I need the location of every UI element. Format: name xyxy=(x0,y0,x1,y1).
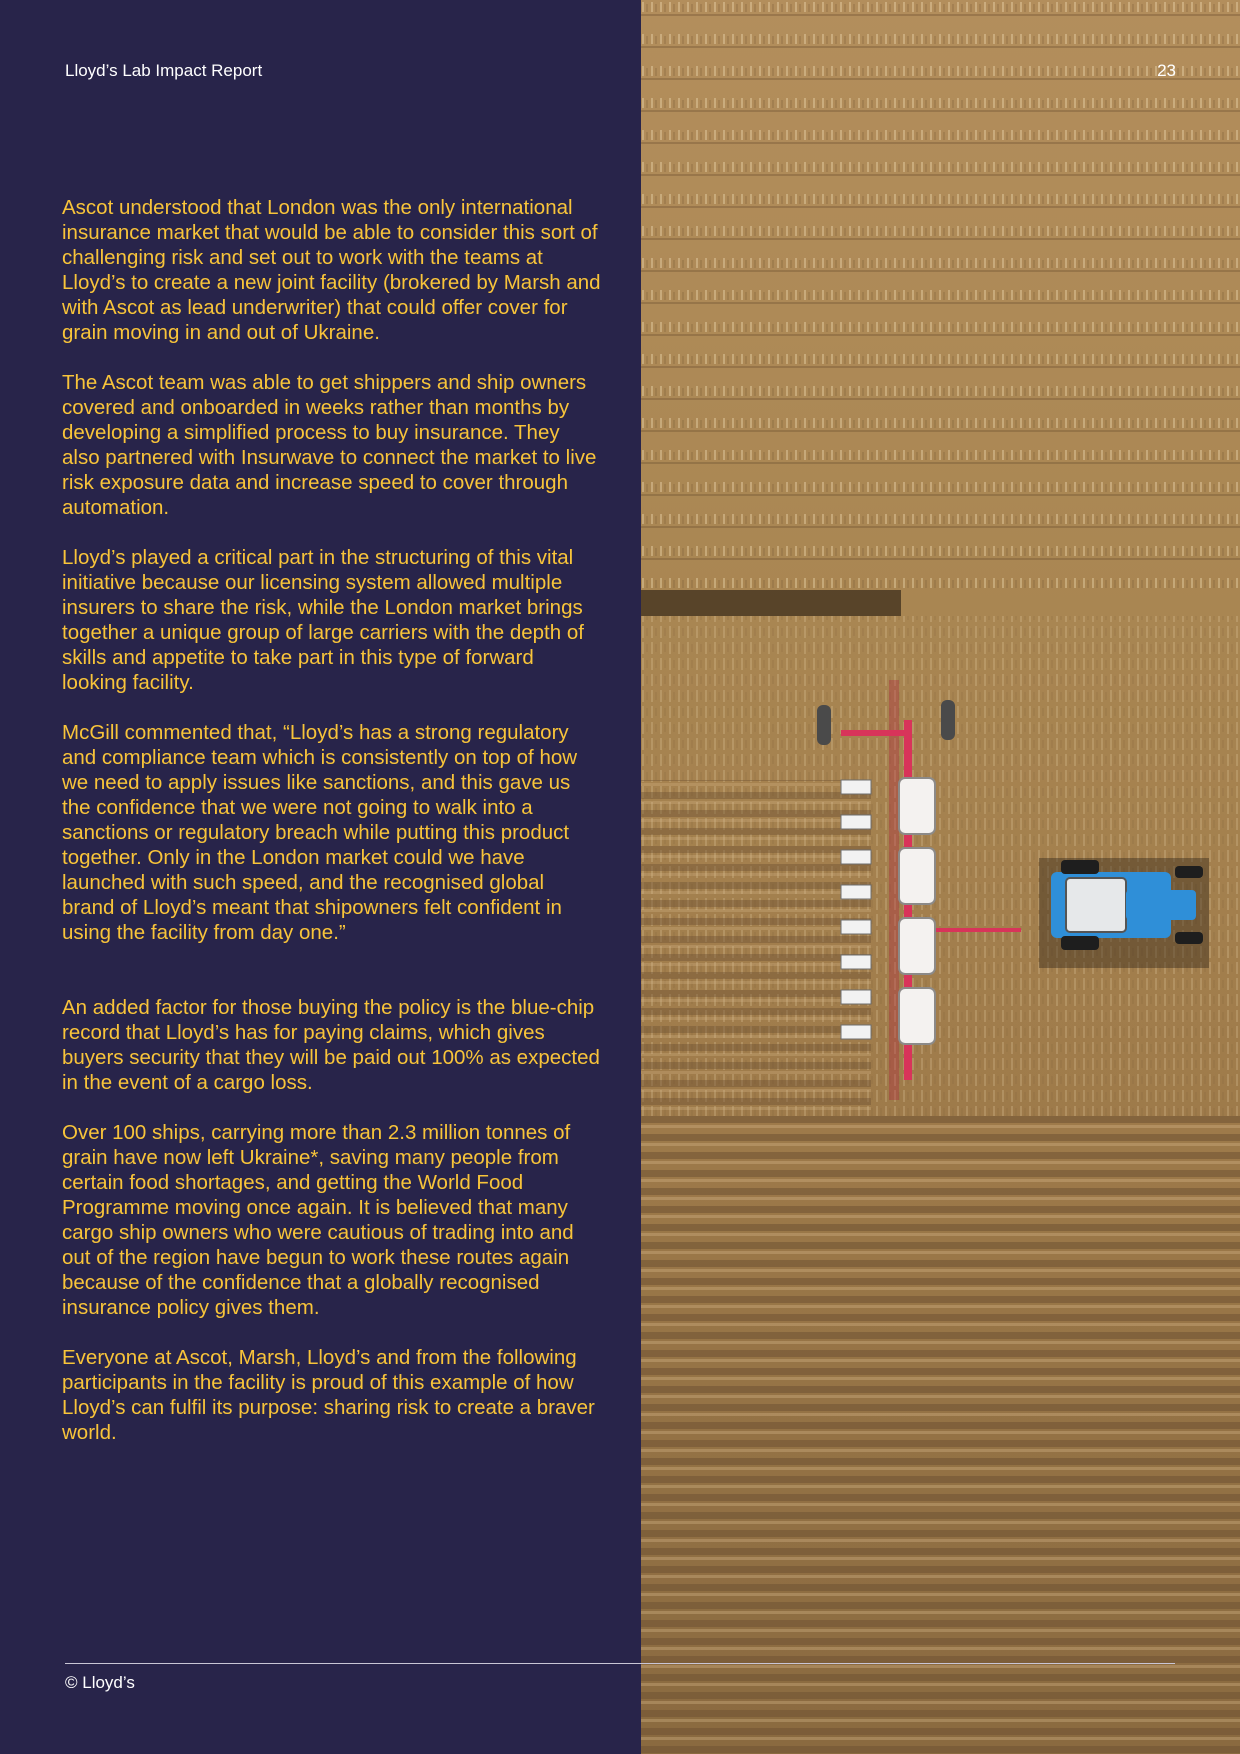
tractor xyxy=(1039,858,1209,968)
paragraph-6: Over 100 ships, carrying more than 2.3 million tonnes of grain have now left Ukraine*, saving many people from certain food shortages, and getting the World Food Programme moving once again. It is believed that many cargo ship owners who were cautious of trading into and out of the region have begun to work these routes again because of the confidence that a globally recognised insurance policy gives them. xyxy=(62,1121,574,1319)
report-title: Lloyd’s Lab Impact Report xyxy=(65,61,263,80)
article-body xyxy=(62,195,602,1470)
stubble-rows xyxy=(641,0,1240,590)
page-number: 23 xyxy=(1157,61,1176,80)
field-photo xyxy=(641,0,1240,1754)
paragraph-1: Ascot understood that London was the only international insurance market that would be able to consider this sort of challenging risk and set out to work with the teams at Lloyd’s to create a new joint facility (brokered by Marsh and with Ascot as lead underwriter) that could offer cover for grain moving in and out of Ukraine. xyxy=(62,196,601,344)
planted-furrows xyxy=(641,1116,1240,1754)
paragraph-3: Lloyd’s played a critical part in the structuring of this vital initiative because our licensing system allowed multiple insurers to share the risk, while the London market brings together a unique group of large carriers with the depth of skills and appetite to take part in this type of forward looking facility. xyxy=(62,546,584,694)
paragraph-7: Everyone at Ascot, Marsh, Lloyd’s and from the following participants in the facility is proud of this example of how Lloyd’s can fulfil its purpose: sharing risk to create a braver world. xyxy=(62,1346,595,1444)
planted-furrows-left xyxy=(641,780,871,1116)
paragraph-4: McGill commented that, “Lloyd’s has a strong regulatory and compliance team which is consistently on top of how we need to apply issues like sanctions, and this gave us the confidence that we were not going to walk into a sanctions or regulatory breach while putting this product together. Only in the London market could we have launched with such speed, and the recognised global brand of Lloyd’s meant that shipowners felt confident in using the facility from day one.” xyxy=(62,721,578,944)
copyright: © Lloyd’s xyxy=(65,1673,135,1692)
field-edge-shadow xyxy=(641,590,901,616)
footer-divider xyxy=(65,1663,1175,1664)
paragraph-2: The Ascot team was able to get shippers and ship owners covered and onboarded in weeks rather than months by developing a simplified process to buy insurance. They also partnered with Insurwave to connect the market to live risk exposure data and increase speed to cover through automation. xyxy=(62,371,597,519)
paragraph-5: An added factor for those buying the policy is the blue-chip record that Lloyd’s has for paying claims, which gives buyers security that they will be paid out 100% as expected in the event of a cargo loss. xyxy=(62,996,600,1094)
